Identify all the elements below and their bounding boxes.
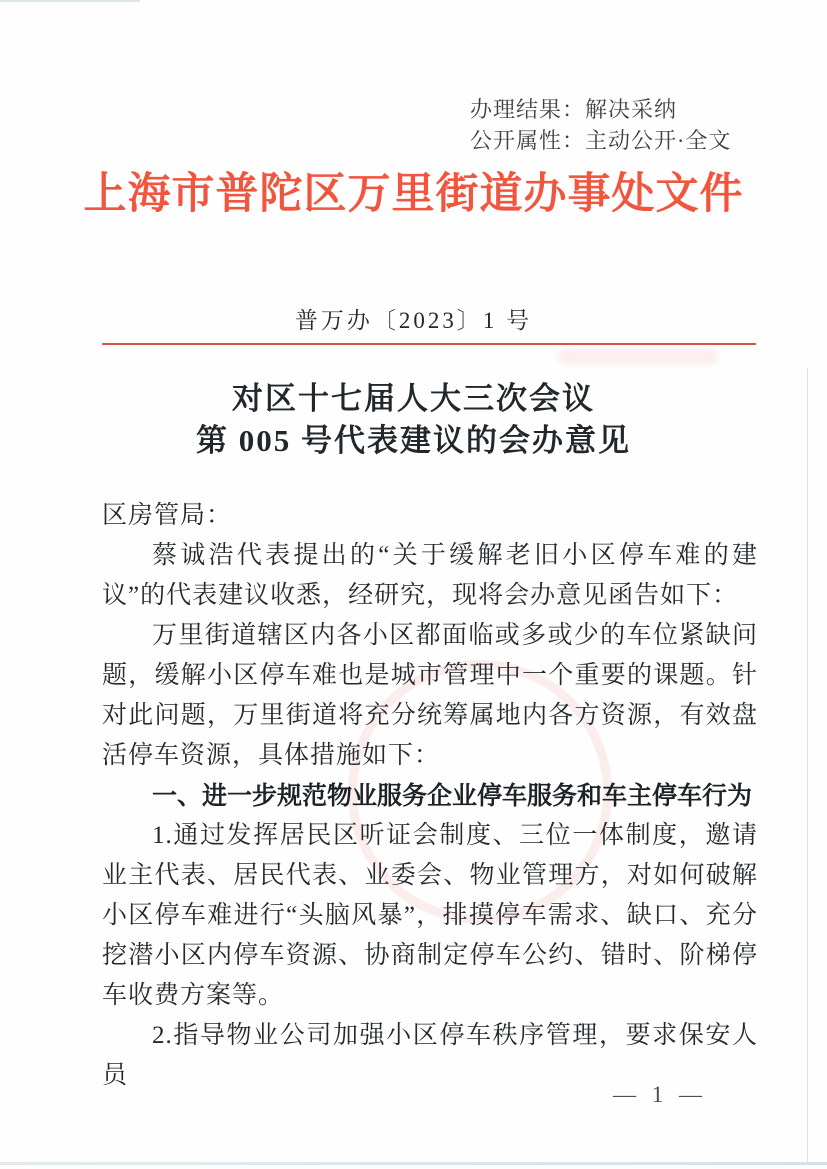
salutation: 区房管局： [102, 502, 233, 529]
scan-edge-right [807, 368, 808, 1164]
document-title [0, 378, 827, 462]
scan-edge-bottom [0, 1162, 827, 1165]
body-paragraph: 2.指导物业公司加强小区停车秩序管理，要求保安人员 [102, 1022, 758, 1089]
ink-bleed-artifact [558, 349, 718, 365]
body-paragraph: 蔡诚浩代表提出的“关于缓解老旧小区停车难的建议”的代表建议收悉，经研究，现将会办意见函告如下： [102, 542, 758, 609]
document-body [102, 496, 758, 1096]
document-number: 普万办〔2023〕1 号 [294, 308, 533, 333]
page-number: — 1 — [613, 1082, 707, 1107]
document-title-line2: 第 005 号代表建议的会办意见 [196, 423, 631, 458]
red-divider-rule [102, 343, 756, 345]
handling-result-line: 办理结果：解决采纳 [470, 97, 678, 122]
scan-edge-top [0, 0, 140, 2]
document-title-line1: 对区十七届人大三次会议 [232, 381, 595, 416]
body-paragraph: 万里街道辖区内各小区都面临或多或少的车位紧缺问题，缓解小区停车难也是城市管理中一个重要的课题。针对此问题，万里街道将充分统筹属地内各方资源，有效盘活停车资源，具体措施如下： [102, 622, 758, 769]
disclosure-attribute-line: 公开属性：主动公开·全文 [470, 128, 732, 153]
admin-info [470, 94, 731, 156]
section-heading: 一、进一步规范物业服务企业停车服务和车主停车行为 [152, 782, 753, 810]
body-paragraph: 1.通过发挥居民区听证会制度、三位一体制度，邀请业主代表、居民代表、业委会、物业管理方，对如何破解小区停车难进行“头脑风暴”，排摸停车需求、缺口、充分挖潜小区内停车资源、协商制定停车公约、错时、阶梯停车收费方案等。 [102, 822, 758, 1009]
issuer-title: 上海市普陀区万里街道办事处文件 [83, 171, 744, 218]
